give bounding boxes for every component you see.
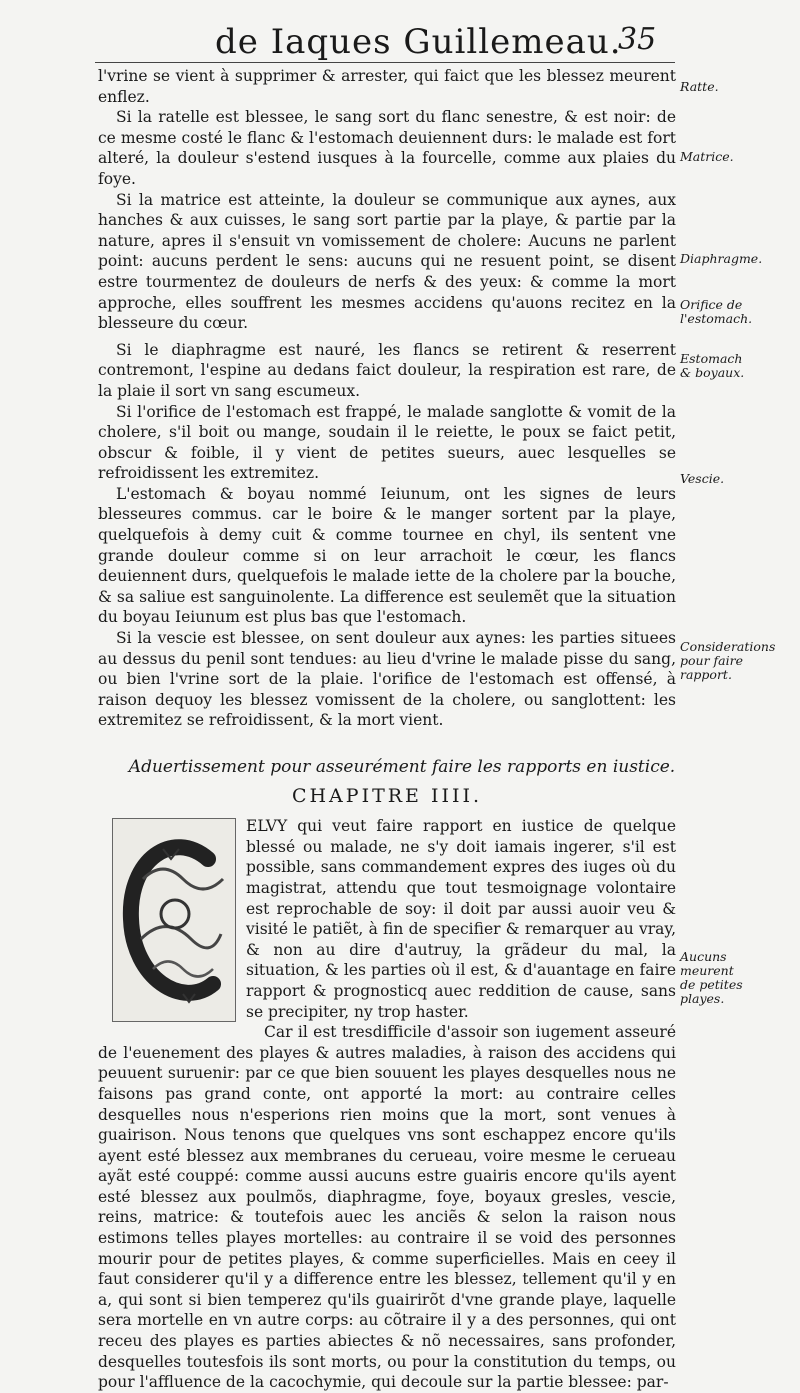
paragraph: Si l'orifice de l'estomach est frappé, le malade sanglotte & vomit de la cholere, s'il boit ou mange, soudain il le reiette, le poux se faict petit, obscur & foible, il y vient de petites sueurs, auec lesquelles se refroidissent les extremitez. xyxy=(98,402,676,483)
margin-note-considerations: Considerations pour faire rapport. xyxy=(680,639,776,682)
paragraph: Si le diaphragme est nauré, les flancs se retirent & reserrent contremont, l'espine au dedans faict douleur, la respiration est rare, de la plaie il sort vn sang escumeux. xyxy=(98,340,676,400)
ornamental-initial-c xyxy=(112,818,236,1022)
paragraph: Car il est tresdifficile d'assoir son iugement asseuré de l'euenement des playes & autres maladies, à raison des accidens qui peuuent suruenir: par ce que bien souuent les playes desquelles nous ne faisons pas grand conte, ont apporté la mort: au contraire celles desquelles nous n'esperions rien moins que la mort, sont venues à guairison. Nous tenons que quelques vns sont eschappez encore qu'ils ayent esté blessez aux membranes du cerueau, voire mesme le cerueau ayãt esté couppé: comme aussi aucuns estre guairis encore qu'ils ayent esté blessez aux poulmõs, diaphragme, foye, boyaux gresles, vescie, reins, matrice: & toutefois auec les anciẽs & selon la raison nous estimons telles playes mortelles: au contraire il se void des personnes mourir pour de petites playes, & comme superficielles. Mais en ceey il faut considerer qu'il y a difference entre les blessez, tellement qu'il y en a, qui sont si bien temperez qu'ils guairirõt d'vne grande playe, laquelle sera mortelle en vn autre corps: au cõtraire il y a des personnes, qui ont receu des playes es parties abiectes & nõ necessaires, sans profonder, desquelles toutesfois ils sont morts, ou pour la constitution du temps, ou pour l'affluence de la cacochymie, qui decoule sur la partie blessee: par- xyxy=(98,1023,676,1392)
ornament-illustration-icon xyxy=(113,819,235,1021)
margin-note-diaphragme: Diaphragme. xyxy=(680,251,763,266)
page-number: 35 xyxy=(618,22,657,57)
paragraph: L'estomach & boyau nommé Ieiunum, ont les signes de leurs blesseures commus. car le boire & le manger sortent par la playe, quelquefois à demy cuit & comme tournee en chyl, ils sentent vne grande douleur comme si on leur arrachoit le cœur, les flancs deuiennent durs, quelquefois le malade iette de la cholere par la bouche, & sa saliue est sanguinolente. La difference est seulemẽt que la situation du boyau Ieiunum est plus bas que l'estomach. xyxy=(98,484,676,627)
margin-note-ratte: Ratte. xyxy=(680,79,719,94)
paragraph: Si la matrice est atteinte, la douleur se communique aux aynes, aux hanches & aux cuisses, le sang sort partie par la playe, & partie par la nature, apres il s'ensuit vn vomissement de cholere: Aucuns ne parlent point: aucuns perdent le sens: aucuns qui ne resuent point, se disent estre tourmentez de douleurs de nerfs & des yeux: & comme la mort approche, elles souffrent les mesmes accidens qu'auons recitez en la blesseure du cœur. xyxy=(98,190,676,333)
margin-note-vescie: Vescie. xyxy=(680,471,725,486)
margin-note-matrice: Matrice. xyxy=(680,149,734,164)
chapter-body xyxy=(98,816,676,1393)
margin-note-orifice: Orifice de l'estomach. xyxy=(680,297,753,326)
paragraph: ELVY qui veut faire rapport en iustice de quelque blessé ou malade, ne s'y doit iamais ingerer, s'il est possible, sans commandement expres des iuges où du magistrat, attendu que tout tesmoignage volontaire est reprochable de soy: il doit par aussi auoir veu & visité le patiẽt, à fin de specifier & remarquer au vray, & non au dire d'autruy, la grãdeur du mal, la situation, & les parties où il est, & d'auantage en faire rapport & prognosticq auec reddition de cause, sans se precipiter, ny trop haster. xyxy=(246,817,676,1021)
header-rule xyxy=(95,62,675,63)
paragraph: Si la vescie est blessee, on sent douleur aux aynes: les parties situees au dessus du penil sont tendues: au lieu d'vrine le malade pisse du sang, ou bien l'vrine sort de la plaie. l'orifice de l'estomach est offensé, à raison dequoy les blessez vomissent de la cholere, ou sanglottent: les extremitez se refroidissent, & la mort vient. xyxy=(98,629,676,730)
margin-note-estomach: Estomach & boyaux. xyxy=(680,351,745,380)
main-text xyxy=(98,66,676,1393)
margin-note-aucuns: Aucuns meurent de petites playes. xyxy=(680,949,743,1006)
paragraph: l'vrine se vient à supprimer & arrester, qui faict que les blessez meurent enflez. xyxy=(98,67,676,106)
chapter-title: CHAPITRE IIII. xyxy=(291,784,483,807)
paragraph: Si la ratelle est blessee, le sang sort du flanc senestre, & est noir: de ce mesme costé le flanc & l'estomach deuiennent durs: le malade est fort alteré, la douleur s'estend iusques à la fourcelle, comme aux plaies du foye. xyxy=(98,108,676,188)
running-head xyxy=(0,22,800,72)
section-heading: Aduertissement pour asseurément faire les rapports en iustice. xyxy=(128,757,676,777)
running-head-title: de Iaques Guillemeau. xyxy=(215,22,622,62)
